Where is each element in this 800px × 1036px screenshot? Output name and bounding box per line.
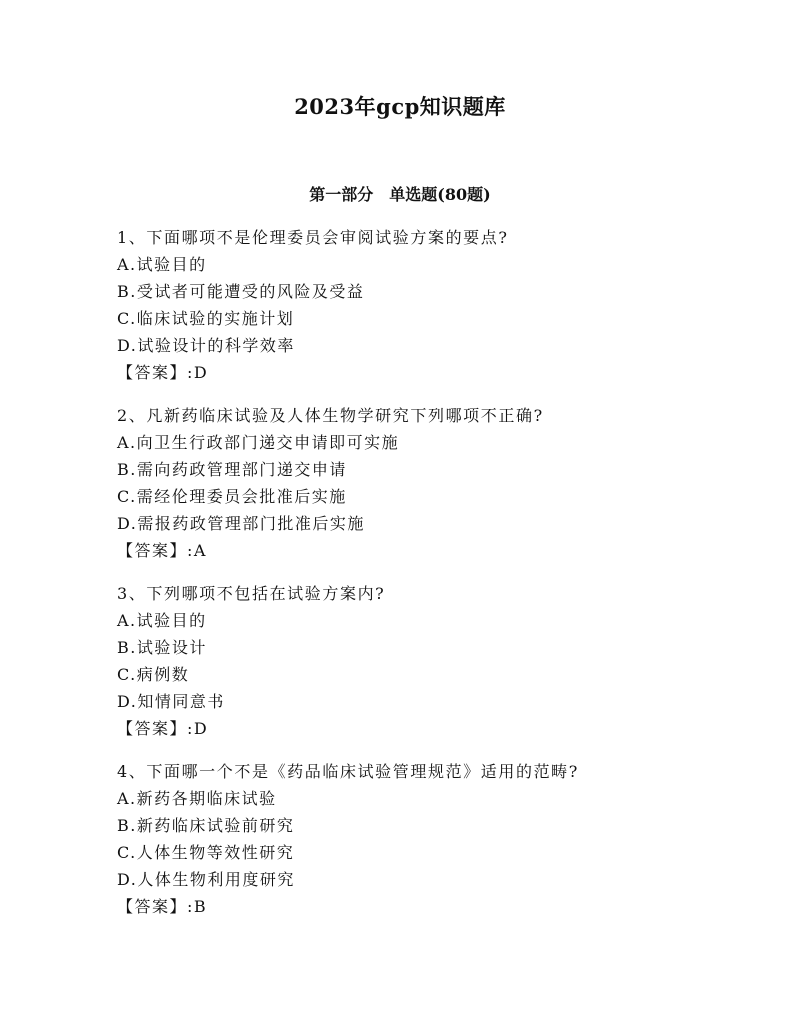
option-c: C.临床试验的实施计划 [117, 309, 295, 328]
option-a: A.试验目的 [117, 611, 207, 630]
option-b: B.新药临床试验前研究 [117, 816, 295, 835]
option-d: D.试验设计的科学效率 [117, 336, 295, 355]
option-d: D.人体生物利用度研究 [117, 870, 295, 889]
option-c: C.需经伦理委员会批准后实施 [117, 487, 347, 506]
section-title: 第一部分 单选题(80题) [309, 185, 491, 204]
question-stem: 4、下面哪一个不是《药品临床试验管理规范》适用的范畴? [117, 762, 579, 781]
option-a: A.向卫生行政部门递交申请即可实施 [117, 433, 400, 452]
option-d: D.知情同意书 [117, 692, 225, 711]
document-title: 2023年gcp知识题库 [294, 94, 506, 119]
option-b: B.试验设计 [117, 638, 207, 657]
answer-line: 【答案】:D [117, 719, 209, 738]
question-1 [117, 224, 757, 386]
question-3 [117, 580, 757, 742]
question-stem: 1、下面哪项不是伦理委员会审阅试验方案的要点? [117, 228, 509, 247]
question-4 [117, 758, 757, 920]
question-list [117, 224, 757, 936]
answer-line: 【答案】:D [117, 363, 209, 382]
option-b: B.受试者可能遭受的风险及受益 [117, 282, 365, 301]
answer-line: 【答案】:A [117, 541, 207, 560]
option-b: B.需向药政管理部门递交申请 [117, 460, 347, 479]
question-stem: 3、下列哪项不包括在试验方案内? [117, 584, 386, 603]
option-c: C.病例数 [117, 665, 190, 684]
option-a: A.试验目的 [117, 255, 207, 274]
option-a: A.新药各期临床试验 [117, 789, 277, 808]
answer-line: 【答案】:B [117, 897, 208, 916]
question-2 [117, 402, 757, 564]
question-stem: 2、凡新药临床试验及人体生物学研究下列哪项不正确? [117, 406, 544, 425]
option-d: D.需报药政管理部门批准后实施 [117, 514, 365, 533]
option-c: C.人体生物等效性研究 [117, 843, 295, 862]
